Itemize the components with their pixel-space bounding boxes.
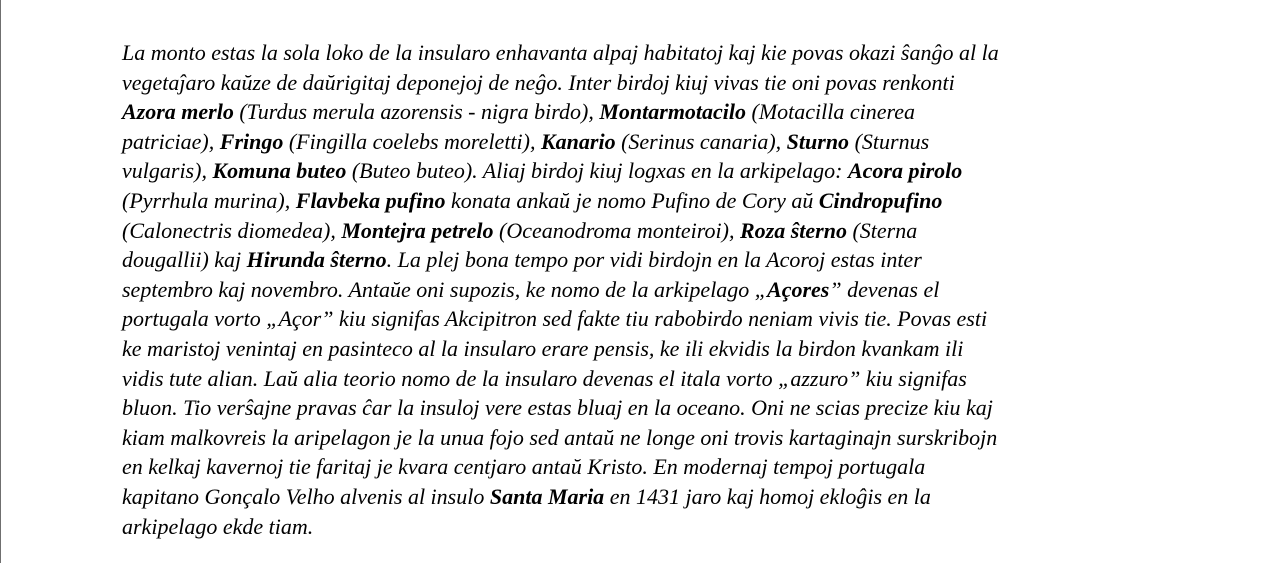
bold-term: Fringo <box>219 128 284 154</box>
bold-term: Cindropufino <box>818 187 943 213</box>
text-segment: (Turdus merula azorensis - nigra birdo), <box>233 99 600 125</box>
text-line <box>122 512 1162 542</box>
text-segment: kapitano Gonçalo Velho alvenis al insulo <box>122 483 490 509</box>
text-segment: septembro kaj novembro. Antaŭe oni supozis, ke nomo de la arkipelago „ <box>122 276 768 302</box>
text-line <box>122 364 1162 394</box>
text-segment: portugala vorto „Açor” kiu signifas Akcipitron sed fakte tiu rabobirdo neniam vivis tie. Povas esti <box>122 306 988 332</box>
text-segment: (Calonectris diomedea), <box>122 217 342 243</box>
text-segment: (Sterna <box>846 217 918 243</box>
text-segment: dougallii) kaj <box>122 247 247 273</box>
text-segment: (Oceanodroma monteiroi), <box>493 217 740 243</box>
text-segment: La monto estas la sola loko de la insularo enhavanta alpaj habitatoj kaj kie povas okazi ŝanĝo al la <box>122 40 999 65</box>
text-segment: ke maristoj venintaj en pasinteco al la insularo erare pensis, ke ili ekvidis la birdon kvankam ili <box>122 335 964 361</box>
text-segment: bluon. Tio verŝajne pravas ĉar la insuloj vere estas bluaj en la oceano. Oni ne scias precize kiu kaj <box>122 395 993 421</box>
text-segment: en 1431 jaro kaj homoj ekloĝis en la <box>604 483 931 509</box>
text-line <box>122 482 1162 512</box>
text-segment: . La plej bona tempo por vidi birdojn en la Acoroj estas inter <box>386 247 922 273</box>
text-segment: vulgaris), <box>122 158 213 184</box>
text-line <box>122 156 1162 186</box>
bold-term: Acora pirolo <box>847 158 963 184</box>
bold-term: Komuna buteo <box>212 158 347 184</box>
bold-term: Montejra petrelo <box>341 217 494 243</box>
bold-term: Flavbeka pufino <box>295 187 446 213</box>
text-line <box>122 245 1162 275</box>
text-line <box>122 304 1162 334</box>
text-line <box>122 334 1162 364</box>
page-left-border <box>0 0 1 563</box>
text-segment: vegetaĵaro kaŭze de daŭrigitaj deponejoj de neĝo. Inter birdoj kiuj vivas tie oni povas renkonti <box>122 69 955 95</box>
bold-term: Azora merlo <box>122 99 234 125</box>
text-segment: (Motacilla cinerea <box>746 99 916 125</box>
bold-term: Roza ŝterno <box>739 217 847 243</box>
bold-term: Sturno <box>786 128 850 154</box>
text-segment: (Pyrrhula murina), <box>122 187 296 213</box>
text-segment: (Fingilla coelebs moreletti), <box>283 128 541 154</box>
body-paragraph <box>122 38 1162 541</box>
text-segment: (Sturnus <box>849 128 930 154</box>
bold-term: Açores <box>767 276 830 302</box>
text-segment: (Serinus canaria), <box>615 128 787 154</box>
text-line <box>122 186 1162 216</box>
bold-term: Hirunda ŝterno <box>246 247 387 273</box>
text-segment: (Buteo buteo). Aliaj birdoj kiuj logxas en la arkipelago: <box>346 158 848 184</box>
text-line <box>122 38 1162 68</box>
text-line <box>122 452 1162 482</box>
text-segment: en kelkaj kavernoj tie faritaj je kvara centjaro antaŭ Kristo. En modernaj tempoj portugala <box>122 454 926 480</box>
text-line <box>122 127 1162 157</box>
bold-term: Montarmotacilo <box>599 99 747 125</box>
text-line <box>122 97 1162 127</box>
text-segment: patriciae), <box>122 128 220 154</box>
text-line <box>122 216 1162 246</box>
text-line <box>122 423 1162 453</box>
text-line <box>122 393 1162 423</box>
text-segment: kiam malkovreis la aripelagon je la unua fojo sed antaŭ ne longe oni trovis kartaginajn surskribojn <box>122 424 998 450</box>
text-segment: vidis tute alian. Laŭ alia teorio nomo de la insularo devenas el itala vorto „azzuro” kiu signifas <box>122 365 967 391</box>
bold-term: Santa Maria <box>489 483 605 509</box>
text-line <box>122 275 1162 305</box>
text-segment: arkipelago ekde tiam. <box>122 513 314 539</box>
text-segment: ” devenas el <box>829 276 940 302</box>
text-segment: konata ankaŭ je nomo Pufino de Cory aŭ <box>445 187 819 213</box>
text-line <box>122 68 1162 98</box>
bold-term: Kanario <box>540 128 616 154</box>
